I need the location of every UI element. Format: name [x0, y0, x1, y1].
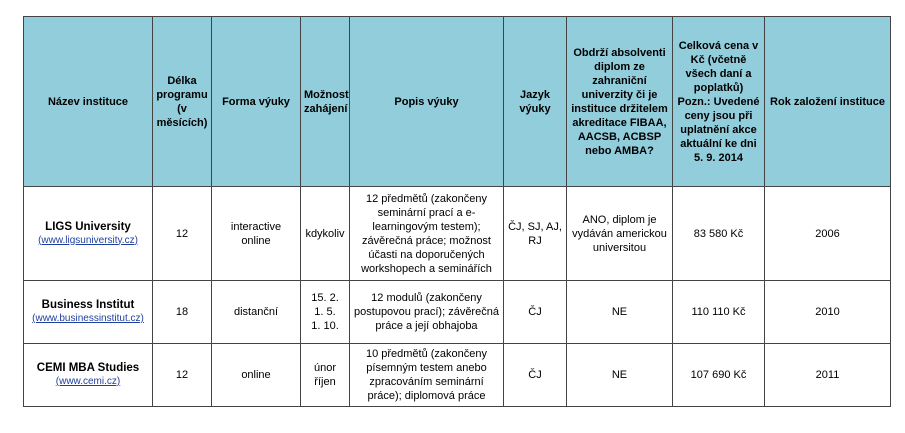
start-cell — [301, 281, 350, 344]
header-row — [24, 17, 891, 187]
diploma-cell: NE — [567, 281, 673, 344]
price-cell: 110 110 Kč — [673, 281, 765, 344]
language-cell: ČJ — [504, 344, 567, 407]
start-cell — [301, 344, 350, 407]
institution-name: CEMI MBA Studies — [36, 362, 140, 374]
comparison-table — [23, 16, 891, 407]
table-row — [24, 281, 891, 344]
language-cell: ČJ, SJ, AJ, RJ — [504, 187, 567, 281]
founded-cell: 2010 — [765, 281, 891, 344]
institution-name: LIGS University — [45, 220, 131, 233]
institution-cell — [24, 281, 153, 344]
start-value: únor — [313, 362, 337, 374]
description-cell: 10 předmětů (zakončeny písemným testem anebo zpracováním seminární práce); diplomová práce — [350, 344, 504, 407]
description-cell: 12 modulů (zakončeny postupovou prací); závěrečná práce a její obhajoba — [350, 281, 504, 344]
table-row — [24, 344, 891, 407]
price-cell: 107 690 Kč — [673, 344, 765, 407]
start-value: kdykoliv — [305, 227, 345, 240]
diploma-cell: NE — [567, 344, 673, 407]
header-cell: Obdrží absolventi diplom ze zahraniční univerzity či je instituce držitelem akreditace FIBAA, AACSB, ACBSP nebo AMBA? — [567, 17, 673, 187]
institution-link[interactable]: (www.businessinstitut.cz) — [32, 313, 144, 324]
institution-link[interactable]: (www.cemi.cz) — [55, 376, 121, 387]
start-value: 15. 2. — [311, 292, 339, 304]
institution-cell — [24, 187, 153, 281]
header-cell: Rok založení instituce — [765, 17, 891, 187]
header-cell: Celková cena v Kč (včetně všech daní a poplatků) Pozn.: Uvedené ceny jsou při uplatnění akce aktuální ke dni 5. 9. 2014 — [673, 17, 765, 187]
founded-cell: 2006 — [765, 187, 891, 281]
header-cell: Jazyk výuky — [504, 17, 567, 187]
header-cell: Popis výuky — [350, 17, 504, 187]
description-cell: 12 předmětů (zakončeny seminární prací a e-learningovým testem); závěrečná práce; možnost účasti na doporučených workshopech a seminářích — [350, 187, 504, 281]
length-cell: 18 — [153, 281, 212, 344]
start-value: říjen — [314, 376, 336, 388]
form-cell: online — [212, 344, 301, 407]
price-cell: 83 580 Kč — [673, 187, 765, 281]
form-cell: interactive online — [212, 187, 301, 281]
start-cell — [301, 187, 350, 281]
institution-link[interactable]: (www.ligsuniversity.cz) — [38, 234, 138, 246]
start-value: 1. 10. — [311, 320, 339, 332]
header-cell: Název instituce — [24, 17, 153, 187]
start-value: 1. 5. — [314, 306, 336, 318]
institution-cell — [24, 344, 153, 407]
founded-cell: 2011 — [765, 344, 891, 407]
header-cell: Délka programu (v měsících) — [153, 17, 212, 187]
diploma-cell: ANO, diplom je vydáván americkou universitou — [567, 187, 673, 281]
form-cell: distanční — [212, 281, 301, 344]
language-cell: ČJ — [504, 281, 567, 344]
table-row — [24, 187, 891, 281]
length-cell: 12 — [153, 187, 212, 281]
header-cell: Možnost zahájení — [301, 17, 350, 187]
header-cell: Forma výuky — [212, 17, 301, 187]
length-cell: 12 — [153, 344, 212, 407]
institution-name: Business Institut — [41, 299, 135, 311]
